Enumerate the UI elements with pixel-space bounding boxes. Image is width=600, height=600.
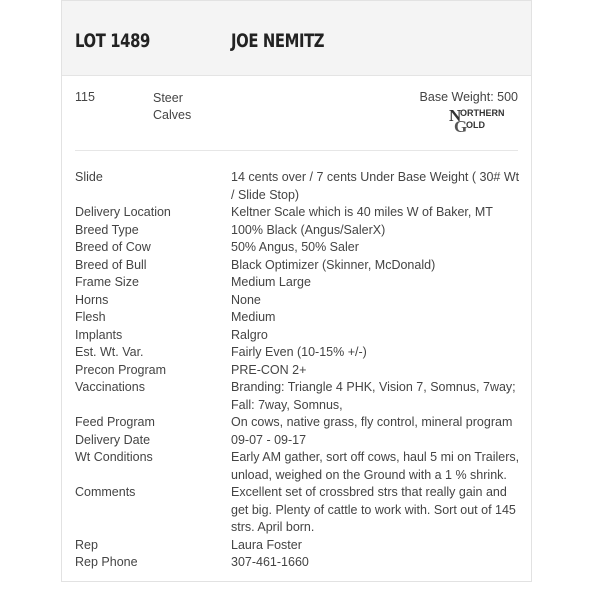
detail-value: Branding: Triangle 4 PHK, Vision 7, Somnus, 7way; Fall: 7way, Somnus, <box>231 380 516 412</box>
detail-value: None <box>231 292 261 307</box>
lot-card <box>61 0 532 582</box>
detail-value: On cows, native grass, fly control, mineral program <box>231 415 513 429</box>
detail-label: Breed of Bull <box>75 257 147 272</box>
detail-row-flesh <box>75 309 520 327</box>
detail-label: Wt Conditions <box>75 450 153 464</box>
detail-row-comments <box>75 484 520 537</box>
logo-text-top: ORTHERN <box>460 108 505 118</box>
detail-row-breed-of-cow <box>75 239 520 257</box>
detail-value: Fairly Even (10-15% +/-) <box>231 345 367 359</box>
northern-gold-logo <box>449 105 521 133</box>
detail-label: Implants <box>75 327 123 342</box>
detail-value: 50% Angus, 50% Saler <box>231 240 359 254</box>
detail-label: Vaccinations <box>75 380 145 394</box>
detail-row-breed-type <box>75 222 520 240</box>
detail-value: Ralgro <box>231 327 268 342</box>
detail-value: Medium <box>231 310 276 324</box>
section-divider <box>75 150 518 151</box>
detail-label: Horns <box>75 292 109 307</box>
detail-row-rep <box>75 537 520 555</box>
detail-value: PRE-CON 2+ <box>231 362 307 377</box>
detail-value: 307-461-1660 <box>231 555 309 569</box>
detail-value: Early AM gather, sort off cows, haul 5 mi on Trailers, unload, weighed on the Ground with a 1 % shrink. <box>231 450 520 482</box>
detail-row-est-wt-var <box>75 344 520 362</box>
head-count: 115 <box>75 90 95 104</box>
detail-value: Laura Foster <box>231 537 302 552</box>
detail-value: 09-07 - 09-17 <box>231 432 307 447</box>
detail-label: Precon Program <box>75 362 167 377</box>
detail-row-horns <box>75 292 520 310</box>
detail-row-breed-of-bull <box>75 257 520 275</box>
detail-row-precon-program <box>75 362 520 380</box>
detail-label: Rep Phone <box>75 555 138 569</box>
detail-value: Keltner Scale which is 40 miles W of Baker, MT <box>231 205 493 219</box>
detail-label: Flesh <box>75 310 106 324</box>
detail-row-feed-program <box>75 414 520 432</box>
detail-row-frame-size <box>75 274 520 292</box>
description-line-1: Steer <box>153 91 183 105</box>
detail-label: Breed of Cow <box>75 240 151 254</box>
detail-value: 14 cents over / 7 cents Under Base Weight ( 30# Wt / Slide Stop) <box>231 170 520 202</box>
detail-label: Delivery Location <box>75 205 171 219</box>
detail-value: Excellent set of crossbred strs that really gain and get big. Plenty of cattle to work with. Sort out of 145 strs. April born. <box>231 485 516 534</box>
lot-details <box>75 169 520 572</box>
detail-row-implants <box>75 327 520 345</box>
detail-value: Medium Large <box>231 275 311 289</box>
detail-label: Comments <box>75 485 136 499</box>
detail-row-vaccinations <box>75 379 520 414</box>
detail-label: Slide <box>75 170 103 184</box>
detail-label: Breed Type <box>75 222 139 237</box>
detail-row-wt-conditions <box>75 449 520 484</box>
logo-letter-g: G <box>454 117 468 133</box>
detail-label: Est. Wt. Var. <box>75 345 144 359</box>
detail-label: Feed Program <box>75 415 155 429</box>
detail-value: 100% Black (Angus/SalerX) <box>231 222 386 237</box>
detail-label: Rep <box>75 537 98 552</box>
detail-row-slide <box>75 169 520 204</box>
detail-row-rep-phone <box>75 554 520 572</box>
logo-letter-n: N <box>449 106 462 125</box>
detail-value: Black Optimizer (Skinner, McDonald) <box>231 257 436 272</box>
seller-name: JOE NEMITZ <box>231 30 325 52</box>
lot-number: LOT 1489 <box>75 30 150 52</box>
lot-header <box>62 1 531 76</box>
description-line-2: Calves <box>153 108 192 122</box>
base-weight: Base Weight: 500 <box>419 90 518 104</box>
cattle-description <box>153 90 191 124</box>
logo-text-bottom: OLD <box>466 120 485 130</box>
detail-row-delivery-date <box>75 432 520 450</box>
detail-row-delivery-location <box>75 204 520 222</box>
detail-label: Frame Size <box>75 275 139 289</box>
detail-label: Delivery Date <box>75 432 151 447</box>
